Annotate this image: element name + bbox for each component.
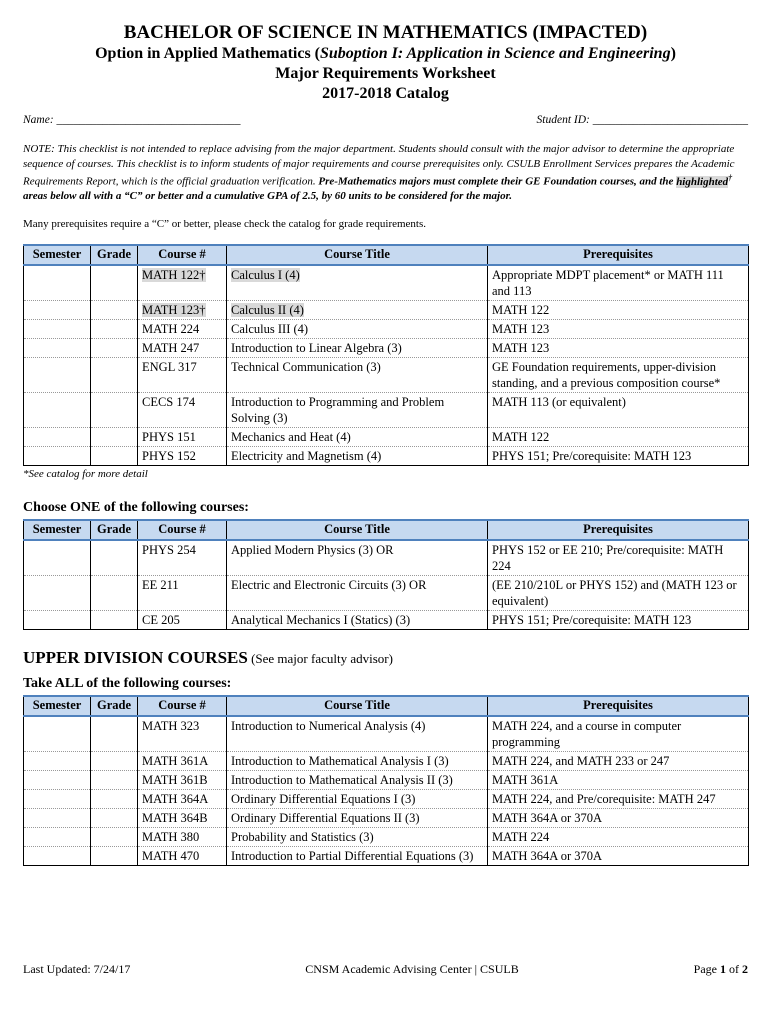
course-prereq: MATH 224, and Pre/corequisite: MATH 247 — [488, 789, 749, 808]
semester-cell[interactable] — [24, 338, 91, 357]
grade-cell[interactable] — [91, 846, 138, 865]
choose-one-table — [23, 519, 749, 630]
course-prereq: (EE 210/210L or PHYS 152) and (MATH 123 or equivalent) — [488, 575, 749, 610]
table-row — [24, 392, 749, 427]
grade-cell[interactable] — [91, 338, 138, 357]
semester-cell[interactable] — [24, 808, 91, 827]
course-prereq: MATH 224 — [488, 827, 749, 846]
grade-cell[interactable] — [91, 575, 138, 610]
page-number: Page 1 of 2 — [693, 962, 748, 976]
name-id-row — [23, 114, 748, 126]
grade-cell[interactable] — [91, 789, 138, 808]
course-prereq: PHYS 151; Pre/corequisite: MATH 123 — [488, 446, 749, 465]
course-number: PHYS 254 — [138, 540, 227, 576]
semester-cell[interactable] — [24, 265, 91, 301]
table-row — [24, 808, 749, 827]
course-prereq: MATH 224, and MATH 233 or 247 — [488, 751, 749, 770]
header-grade: Grade — [91, 696, 138, 716]
semester-cell[interactable] — [24, 789, 91, 808]
grade-cell[interactable] — [91, 540, 138, 576]
table-row — [24, 338, 749, 357]
table-row — [24, 789, 749, 808]
semester-cell[interactable] — [24, 575, 91, 610]
course-number: MATH 361B — [138, 770, 227, 789]
course-number: MATH 361A — [138, 751, 227, 770]
header-semester: Semester — [24, 520, 91, 540]
upper-division-heading: UPPER DIVISION COURSES (See major faculty advisor) — [23, 647, 393, 667]
course-prereq: MATH 122 — [488, 300, 749, 319]
header-semester: Semester — [24, 696, 91, 716]
course-number: MATH 247 — [138, 338, 227, 357]
header-prereq: Prerequisites — [488, 696, 749, 716]
course-title: Introduction to Programming and Problem Solving (3) — [227, 392, 488, 427]
course-title: Introduction to Linear Algebra (3) — [227, 338, 488, 357]
course-title: Ordinary Differential Equations I (3) — [227, 789, 488, 808]
course-number: CE 205 — [138, 610, 227, 629]
grade-cell[interactable] — [91, 716, 138, 752]
course-title: Introduction to Mathematical Analysis I (3) — [227, 751, 488, 770]
header-semester: Semester — [24, 245, 91, 265]
header-title: Course Title — [227, 245, 488, 265]
course-prereq: PHYS 152 or EE 210; Pre/corequisite: MATH 224 — [488, 540, 749, 576]
table-row — [24, 575, 749, 610]
header-prereq: Prerequisites — [488, 245, 749, 265]
grade-cell[interactable] — [91, 319, 138, 338]
choose-one-heading: Choose ONE of the following courses: — [23, 499, 249, 515]
grade-cell[interactable] — [91, 610, 138, 629]
course-title: Analytical Mechanics I (Statics) (3) — [227, 610, 488, 629]
semester-cell[interactable] — [24, 392, 91, 427]
grade-cell[interactable] — [91, 770, 138, 789]
highlight-sample: highlighted — [676, 175, 729, 188]
semester-cell[interactable] — [24, 751, 91, 770]
semester-cell[interactable] — [24, 770, 91, 789]
course-prereq: MATH 361A — [488, 770, 749, 789]
course-number: MATH 323 — [138, 716, 227, 752]
course-prereq: PHYS 151; Pre/corequisite: MATH 123 — [488, 610, 749, 629]
prereq-note: Many prerequisites require a “C” or better, please check the catalog for grade requirements. — [23, 217, 427, 230]
semester-cell[interactable] — [24, 846, 91, 865]
course-prereq: Appropriate MDPT placement* or MATH 111 and 113 — [488, 265, 749, 301]
course-prereq: MATH 123 — [488, 338, 749, 357]
course-title: Calculus II (4) — [227, 300, 488, 319]
advising-note: NOTE: This checklist is not intended to replace advising from the major department. Students should consult with the major advisor to determine the appropriate sequence of courses. This checklist is to inform students of major requirements and course prerequisites only. CSULB Enrollment Services prepares the Academic Requirements Report, which is the official graduation verification. Pre-Mathematics majors must complete their GE Foundation courses, and the highlighted† areas below all with a “C” or better and a cumulative GPA of 2.5, by 60 units to be considered for the major. — [23, 143, 735, 203]
course-title: Probability and Statistics (3) — [227, 827, 488, 846]
catalog-year: 2017-2018 Catalog — [322, 85, 449, 102]
semester-cell[interactable] — [24, 357, 91, 392]
semester-cell[interactable] — [24, 540, 91, 576]
course-prereq: MATH 122 — [488, 427, 749, 446]
table-row — [24, 846, 749, 865]
course-prereq: MATH 113 (or equivalent) — [488, 392, 749, 427]
grade-cell[interactable] — [91, 265, 138, 301]
semester-cell[interactable] — [24, 610, 91, 629]
course-number: MATH 470 — [138, 846, 227, 865]
table-row — [24, 716, 749, 752]
grade-cell[interactable] — [91, 427, 138, 446]
option-title: Option in Applied Mathematics (Suboption I: Application in Science and Engineering) — [95, 45, 676, 62]
semester-cell[interactable] — [24, 716, 91, 752]
course-number: PHYS 152 — [138, 446, 227, 465]
header-course: Course # — [138, 520, 227, 540]
course-title: Applied Modern Physics (3) OR — [227, 540, 488, 576]
course-title: Calculus III (4) — [227, 319, 488, 338]
grade-cell[interactable] — [91, 357, 138, 392]
course-number: MATH 364A — [138, 789, 227, 808]
see-catalog-footnote: *See catalog for more detail — [23, 467, 148, 480]
course-title: Calculus I (4) — [227, 265, 488, 301]
course-title: Introduction to Partial Differential Equations (3) — [227, 846, 488, 865]
last-updated: Last Updated: 7/24/17 — [23, 962, 131, 976]
header-title: Course Title — [227, 520, 488, 540]
semester-cell[interactable] — [24, 446, 91, 465]
header-course: Course # — [138, 696, 227, 716]
grade-cell[interactable] — [91, 827, 138, 846]
table-row — [24, 610, 749, 629]
course-title: Electric and Electronic Circuits (3) OR — [227, 575, 488, 610]
grade-cell[interactable] — [91, 808, 138, 827]
grade-cell[interactable] — [91, 751, 138, 770]
header-prereq: Prerequisites — [488, 520, 749, 540]
course-number: MATH 380 — [138, 827, 227, 846]
page-title: BACHELOR OF SCIENCE IN MATHEMATICS (IMPACTED) — [123, 22, 648, 43]
grade-cell[interactable] — [91, 446, 138, 465]
table-row — [24, 540, 749, 576]
table-row — [24, 751, 749, 770]
header-grade: Grade — [91, 520, 138, 540]
course-title: Technical Communication (3) — [227, 357, 488, 392]
semester-cell[interactable] — [24, 827, 91, 846]
table-row — [24, 300, 749, 319]
semester-cell[interactable] — [24, 300, 91, 319]
header-title: Course Title — [227, 696, 488, 716]
course-title: Mechanics and Heat (4) — [227, 427, 488, 446]
footer-center: CNSM Academic Advising Center | CSULB — [305, 962, 519, 976]
semester-cell[interactable] — [24, 427, 91, 446]
grade-cell[interactable] — [91, 300, 138, 319]
course-title: Electricity and Magnetism (4) — [227, 446, 488, 465]
worksheet-title: Major Requirements Worksheet — [275, 65, 496, 82]
course-number: MATH 224 — [138, 319, 227, 338]
upper-division-table — [23, 695, 749, 866]
course-number: EE 211 — [138, 575, 227, 610]
table-row — [24, 446, 749, 465]
course-title: Introduction to Mathematical Analysis II (3) — [227, 770, 488, 789]
header-grade: Grade — [91, 245, 138, 265]
course-prereq: MATH 364A or 370A — [488, 846, 749, 865]
course-prereq: MATH 364A or 370A — [488, 808, 749, 827]
semester-cell[interactable] — [24, 319, 91, 338]
take-all-heading: Take ALL of the following courses: — [23, 675, 232, 691]
grade-cell[interactable] — [91, 392, 138, 427]
course-title: Introduction to Numerical Analysis (4) — [227, 716, 488, 752]
course-prereq: GE Foundation requirements, upper-division standing, and a previous composition course* — [488, 357, 749, 392]
course-number: MATH 122† — [138, 265, 227, 301]
table-row — [24, 319, 749, 338]
table-row — [24, 427, 749, 446]
course-title: Ordinary Differential Equations II (3) — [227, 808, 488, 827]
table-row — [24, 827, 749, 846]
course-number: CECS 174 — [138, 392, 227, 427]
name-field[interactable]: Name: ________________________________ — [23, 114, 241, 126]
table-row — [24, 357, 749, 392]
student-id-field[interactable]: Student ID: ___________________________ — [536, 114, 748, 126]
lower-division-table — [23, 244, 749, 466]
table-row — [24, 770, 749, 789]
course-number: MATH 123† — [138, 300, 227, 319]
worksheet-page — [23, 0, 748, 866]
course-prereq: MATH 123 — [488, 319, 749, 338]
page-footer — [23, 962, 748, 977]
course-prereq: MATH 224, and a course in computer programming — [488, 716, 749, 752]
course-number: PHYS 151 — [138, 427, 227, 446]
header-course: Course # — [138, 245, 227, 265]
course-number: MATH 364B — [138, 808, 227, 827]
table-row — [24, 265, 749, 301]
course-number: ENGL 317 — [138, 357, 227, 392]
